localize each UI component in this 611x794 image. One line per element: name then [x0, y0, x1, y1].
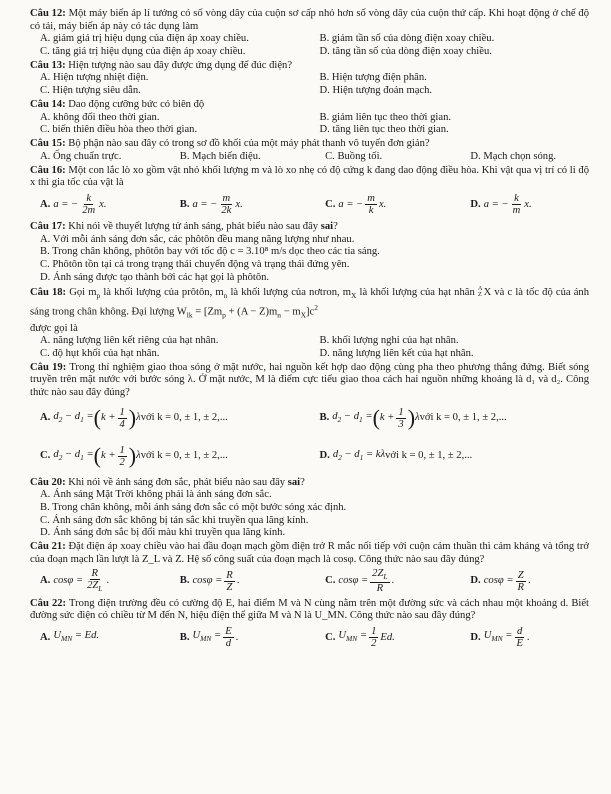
option-c[interactable]: C. biến thiên điều hòa theo thời gian. — [40, 124, 198, 136]
question-stem: Khi nói về ánh sáng đơn sắc, phát biểu nào sau đây — [65, 476, 288, 488]
question-number: Câu 16: — [30, 164, 66, 176]
question-stem: Dao động cưỡng bức có biên độ — [65, 98, 205, 110]
option-a[interactable]: A. không đổi theo thời gian. — [40, 111, 160, 123]
question-19 — [30, 362, 589, 476]
option-b[interactable]: B. a = − $\frac{m}{2k}$ x. — [179, 193, 243, 217]
option-b[interactable]: B. Trong chân không, mỗi ánh sáng đơn sắc có một bước sóng xác định. — [40, 502, 347, 514]
question-20: Câu 20: Khi nói về ánh sáng đơn sắc, phát biểu nào sau đây sai? A. Ánh sáng Mặt Trời không phải là ánh sáng đơn sắc. B. Trong chân không, mỗi ánh sáng đơn sắc có một bước sóng xác định. C. Ánh sáng đơn sắc không bị tán sắc khi truyền qua lăng kính. D. Ánh sáng đơn sắc bị đổi màu khi truyền qua lăng kính. — [30, 477, 589, 540]
option-a[interactable]: A. a = − $\frac{k}{2m}$ x. — [40, 193, 107, 217]
option-d[interactable]: D. $d_2 - d_1 = k\lambda$ với k = 0, ± 1, ± 2,... — [319, 448, 473, 462]
question-12 — [30, 8, 589, 58]
option-d[interactable]: D. năng lượng liên kết của hạt nhân. — [319, 347, 474, 359]
option-b[interactable]: B. Hiện tượng điện phân. — [319, 72, 427, 84]
option-b[interactable]: B. khối lượng nghỉ của hạt nhân. — [319, 335, 459, 347]
option-b[interactable]: B. $U_{MN}$ = $\frac{E}{d}$ . — [179, 626, 239, 650]
question-stem: Một máy biến áp lí tưởng có số vòng dây của cuộn sơ cấp nhỏ hơn số vòng dây của cuộn thứ cấp. Khi hoạt động ở chế độ có tải, máy biến áp này có tác dụng làm — [30, 8, 589, 32]
option-a[interactable]: A. Ống chuẩn trực. — [40, 150, 122, 162]
question-number: Câu 15: — [30, 138, 66, 150]
question-number: Câu 22: — [30, 597, 67, 609]
option-c[interactable]: C. $d_2 - d_1$ = ( k + $\frac{1}{2}$ ) λ với k = 0, ± 1, ± 2,... — [40, 443, 228, 469]
option-d[interactable]: D. Ánh sáng đơn sắc bị đổi màu khi truyền qua lăng kính. — [40, 527, 286, 539]
question-14 — [30, 99, 589, 137]
question-stem: Trong thí nghiệm giao thoa sóng ở mặt nước, hai nguồn kết hợp dao động cùng pha theo phương thẳng đứng. Biết sóng truyền trên mặt nước với bước sóng λ. Ở mặt nước, M là điểm cực tiểu giao thoa cách hai nguồn những khoảng là d₁ và d₂. Công thức nào sau đây đúng? — [30, 361, 589, 398]
option-a[interactable]: A. Hiện tượng nhiệt điện. — [40, 72, 149, 84]
question-13 — [30, 60, 589, 98]
question-stem: Hiện tượng nào sau đây được ứng dụng để đúc điện? — [65, 59, 293, 71]
option-d[interactable]: D. a = − $\frac{k}{m}$ x. — [470, 193, 532, 217]
option-a[interactable]: A. Ánh sáng Mặt Trời không phải là ánh sáng đơn sắc. — [40, 489, 272, 501]
question-number: Câu 13: — [30, 59, 66, 71]
question-stem: Trong điện trường đều có cường độ E, hai điểm M và N cùng nằm trên một đường sức và cách nhau một khoảng d. Biết đường sức điện có chiều từ M đến N, hiệu điện thế giữa M và N là U_MN. Công thức nào sau đây đúng? — [30, 597, 589, 622]
option-c[interactable]: C. Hiện tượng siêu dẫn. — [40, 84, 141, 96]
option-b[interactable]: B. cosφ = $\frac{R}{Z}$ . — [179, 569, 240, 593]
option-c[interactable]: C. độ hụt khối của hạt nhân. — [40, 347, 160, 359]
question-stem: Đặt điện áp xoay chiều vào hai đầu đoạn mạch gồm điện trở R mắc nối tiếp với cuộn cảm thuần thì cảm kháng và tổng trở của đoạn mạch lần lượt là Z_L và Z. Hệ số công suất của đoạn mạch là cosφ. Công thức nào sau đây đúng? — [30, 541, 589, 565]
option-c[interactable]: C. $U_{MN}$ = $\frac{1}{2}$ Ed. — [325, 626, 395, 650]
option-d[interactable]: D. cosφ = $\frac{Z}{R}$ . — [470, 569, 531, 593]
option-b[interactable]: B. Trong chân không, phôtôn bay với tốc độ c = 3.10⁸ m/s dọc theo các tia sáng. — [40, 246, 380, 258]
option-c[interactable]: C. cosφ = $\frac{2Z_L}{R}$ . — [325, 568, 395, 595]
option-c[interactable]: C. a = − $\frac{m}{k}$ x. — [325, 193, 387, 217]
option-d[interactable]: D. tăng tần số của dòng điện xoay chiều. — [319, 45, 492, 57]
question-stem: Bộ phận nào sau đây có trong sơ đồ khối của một máy phát thanh vô tuyến đơn giản? — [65, 138, 430, 150]
question-18: Câu 18: Gọi $m_p$ là khối lượng của prôtôn, $m_n$ là khối lượng của nơtron, $m_X$ là khối lượng của hạt nhân A Z X và c là tốc độ của ánh sáng trong chân không. Đại lượng $W_{lk} = [Zm_p + (A - Z)m_n - m_X]c^2$ được gọi là A. năng lượng liên kết riêng của hạt nhân. B. khối lượng nghỉ của hạt nhân. C. độ hụt khối của hạt nhân. D. năng lượng liên kết của hạt nhân. — [30, 284, 590, 359]
question-22 — [30, 598, 589, 653]
question-number: Câu 12: — [30, 8, 66, 19]
question-15 — [30, 138, 589, 163]
question-number: Câu 18: — [30, 286, 67, 298]
option-c[interactable]: C. Buồng tối. — [325, 150, 383, 162]
question-stem: Khi nói về thuyết lượng tử ánh sáng, phát biểu nào sau đây — [65, 221, 321, 233]
option-c[interactable]: C. tăng giá trị hiệu dụng của điện áp xoay chiều. — [40, 45, 246, 57]
option-c[interactable]: C. Ánh sáng đơn sắc không bị tán sắc khi truyền qua lăng kính. — [40, 514, 309, 526]
question-stem: Một con lắc lò xo gồm vật nhỏ khối lượng m và lò xo nhẹ có độ cứng k đang dao động điều hòa. Khi vật qua vị trí có li độ x thì gia tốc của vật là — [30, 164, 589, 189]
option-a[interactable]: A. $U_{MN} = Ed$. — [40, 630, 100, 644]
option-d[interactable]: D. Hiện tượng đoản mạch. — [319, 84, 433, 96]
option-b[interactable]: B. giảm liên tục theo thời gian. — [319, 111, 452, 123]
question-17: Câu 17: Khi nói về thuyết lượng tử ánh sáng, phát biểu nào sau đây sai? A. Với mỗi ánh sáng đơn sắc, các phôtôn đều mang năng lượng như nhau. B. Trong chân không, phôtôn bay với tốc độ c = 3.10⁸ m/s dọc theo các tia sáng. C. Phôtôn tồn tại cả trong trạng thái chuyển động và trạng thái đứng yên. D. Ánh sáng được tạo thành bởi các hạt gọi là phôtôn. — [30, 221, 589, 284]
question-number: Câu 20: — [30, 476, 66, 488]
question-number: Câu 19: — [30, 361, 67, 373]
option-d[interactable]: D. Ánh sáng được tạo thành bởi các hạt gọi là phôtôn. — [40, 271, 270, 283]
option-a[interactable]: A. năng lượng liên kết riêng của hạt nhân. — [40, 335, 219, 347]
question-16 — [30, 165, 589, 220]
question-number: Câu 21: — [30, 541, 66, 553]
option-d[interactable]: D. $U_{MN}$ = $\frac{d}{E}$ . — [470, 626, 530, 650]
option-a[interactable]: A. Với mỗi ánh sáng đơn sắc, các phôtôn đều mang năng lượng như nhau. — [40, 233, 355, 245]
option-d[interactable]: D. tăng liên tục theo thời gian. — [319, 124, 449, 136]
question-number: Câu 14: — [30, 98, 66, 110]
option-b[interactable]: B. $d_2 - d_1$ = ( k + $\frac{1}{3}$ ) λ với k = 0, ± 1, ± 2,... — [319, 405, 507, 431]
option-a[interactable]: A. giảm giá trị hiệu dụng của điện áp xoay chiều. — [40, 33, 249, 45]
question-21 — [30, 541, 589, 596]
option-d[interactable]: D. Mạch chọn sóng. — [470, 150, 557, 162]
option-c[interactable]: C. Phôtôn tồn tại cả trong trạng thái chuyển động và trạng thái đứng yên. — [40, 259, 350, 271]
option-a[interactable]: A. cosφ = $\frac{R}{2Z_L}$ . — [40, 568, 110, 594]
option-a[interactable]: A. $d_2 - d_1$ = ( k + $\frac{1}{4}$ ) λ với k = 0, ± 1, ± 2,... — [40, 405, 228, 431]
option-b[interactable]: B. giảm tần số của dòng điện xoay chiều. — [319, 33, 495, 45]
option-b[interactable]: B. Mạch biến điệu. — [179, 150, 261, 162]
question-number: Câu 17: — [30, 221, 66, 233]
